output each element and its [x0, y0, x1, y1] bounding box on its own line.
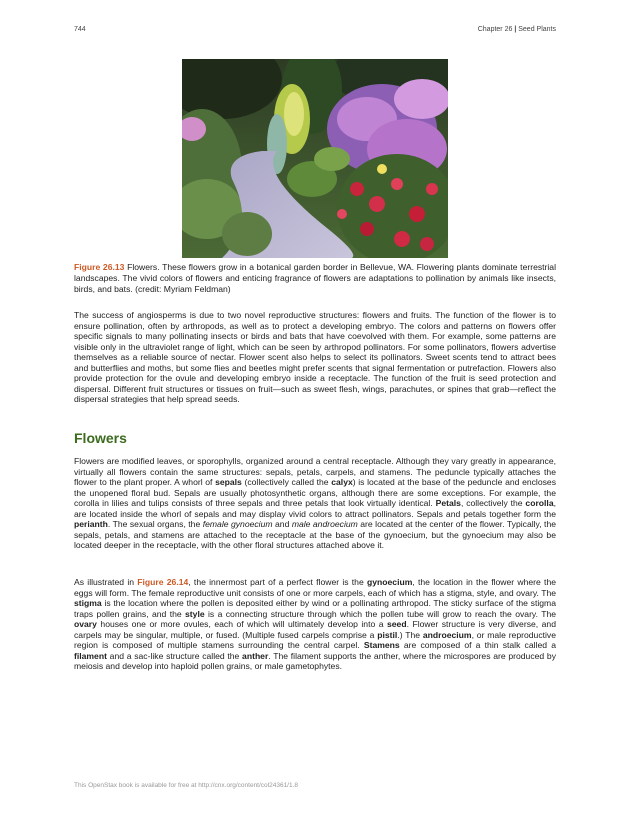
- flowers-paragraph-2: [74, 577, 556, 672]
- chapter-title: Seed Plants: [518, 26, 556, 33]
- garden-photo-illustration: [182, 59, 448, 258]
- term-androecium: androecium: [422, 629, 472, 640]
- term-female-gynoecium: female gynoecium: [202, 519, 273, 529]
- term-male-androecium: male androecium: [291, 519, 358, 529]
- figure-caption: [74, 262, 556, 294]
- text: As illustrated in: [74, 577, 138, 587]
- term-calyx: calyx: [331, 477, 353, 487]
- text: . The filament supports the anther, where the microspores are produced by meiosis and develop into haploid pollen grains, or male gametophytes.: [74, 650, 556, 671]
- page-footer: This OpenStax book is available for free at http://cnx.org/content/col24361/1.8: [74, 782, 299, 789]
- text: and a sac-like structure called the: [106, 650, 243, 661]
- term-pistil: pistil: [377, 629, 398, 640]
- text: ) is located at the base of the peduncle and encloses the unopened floral bud. Sepals are usually photosynthetic organs, although there are some exceptions. For example, the corolla in lilies and tulips consists of three sepals and three petals that look virtually identical.: [74, 477, 556, 508]
- text: , are located inside the whorl of sepals and may display vivid colors to attract pollinators. Sepals and petals together form the: [74, 498, 556, 519]
- garden-photo: [182, 59, 448, 258]
- term-gynoecium: gynoecium: [367, 577, 413, 587]
- text: . The sexual organs, the: [107, 519, 203, 529]
- text: . Flower structure is very diverse, and carpels may be singular, multiple, or fused. (Multiple fused carpels comprise a: [74, 619, 556, 640]
- term-style: style: [185, 608, 205, 619]
- page-number: 744: [74, 26, 86, 33]
- text: are composed of a thin stalk called a: [399, 640, 556, 650]
- text: are located at the center of the flower. Typically, the sepals, petals, and stamens are attached to the receptacle at the base of the gynoecium, but the gynoecium may also be located deeper in the receptacle, with the other floral structures attached above it.: [74, 519, 557, 550]
- term-perianth: perianth: [74, 519, 108, 529]
- term-corolla: corolla: [525, 498, 554, 508]
- term-stigma: stigma: [74, 598, 102, 608]
- text: houses one or more ovules, each of which will ultimately develop into a: [96, 619, 387, 629]
- text: .) The: [397, 629, 423, 640]
- figure-label: Figure 26.13: [74, 262, 125, 272]
- text: (collectively called the: [241, 477, 332, 487]
- term-stamens: Stamens: [363, 640, 400, 650]
- text: , the innermost part of a perfect flower is the: [188, 577, 367, 587]
- term-seed: seed: [387, 619, 407, 629]
- intro-paragraph: The success of angiosperms is due to two novel reproductive structures: flowers and fruits. The function of the flower is to ensure pollination, often by arthropods, as well as to protect a developing embryo. The colors and patterns on flowers offer specific signals to many pollinating insects or birds and bats that have coevolved with them. For example, some patterns are visible only in the ultraviolet range of light, which can be seen by arthropod pollinators. For some pollinators, flowers advertise themselves as a reliable source of nectar. Flower scent also helps to select its pollinators. Sweet scents tend to attract bees and butterflies and moths, but some flies and beetles might prefer scents that signal fermentation or putrefaction. Flowers also provide protection for the ovule and developing embryo inside a receptacle. The function of the fruit is seed protection and dispersal. Different fruit structures or tissues on fruit—such as sweet flesh, wings, parachutes, or spines that grab—reflect the dispersal strategies that help spread seeds.: [74, 310, 556, 404]
- text: , collectively the: [460, 498, 526, 508]
- chapter-number: Chapter 26: [477, 26, 513, 33]
- page-header: [74, 26, 556, 36]
- figure-caption-text: Flowers. These flowers grow in a botanical garden border in Bellevue, WA. Flowering plants dominate terrestrial landscapes. The vivid colors of flowers and enticing fragrance of flowers are adaptations to pollination by animals like insects, birds, and bats. (credit: Myriam Feldman): [74, 262, 556, 294]
- term-anther: anther: [242, 650, 269, 661]
- chapter-label: [478, 26, 556, 33]
- text: and: [272, 519, 292, 529]
- term-petals: Petals: [435, 498, 461, 508]
- section-heading: Flowers: [74, 430, 127, 446]
- text: , the location in the flower where the eggs will form. The female reproductive unit consists of one or more carpels, each of which has a stigma, style, and ovary. The: [74, 577, 557, 598]
- text: , or male reproductive region is composed of multiple stamens surrounding the central carpel.: [74, 629, 556, 650]
- term-sepals: sepals: [215, 477, 242, 487]
- header-separator: |: [514, 26, 517, 33]
- text: is the location where the pollen is deposited either by wind or a pollinating arthropod. The sticky surface of the stigma traps pollen grains, and the: [74, 598, 556, 619]
- text: is a connecting structure through which the pollen tube will grow to reach the ovary. The: [204, 608, 557, 619]
- term-ovary: ovary: [74, 619, 97, 629]
- text: Flowers are modified leaves, or sporophylls, organized around a central receptacle. Although they vary greatly in appearance, virtually all flowers contain the same structures: sepals, petals, carpels, and stamens. The peduncle typically attaches the flower to the plant proper. A whorl of: [74, 456, 556, 487]
- flowers-paragraph-1: [74, 456, 556, 551]
- term-filament: filament: [74, 650, 107, 661]
- figure-reference-link[interactable]: Figure 26.14: [137, 577, 189, 587]
